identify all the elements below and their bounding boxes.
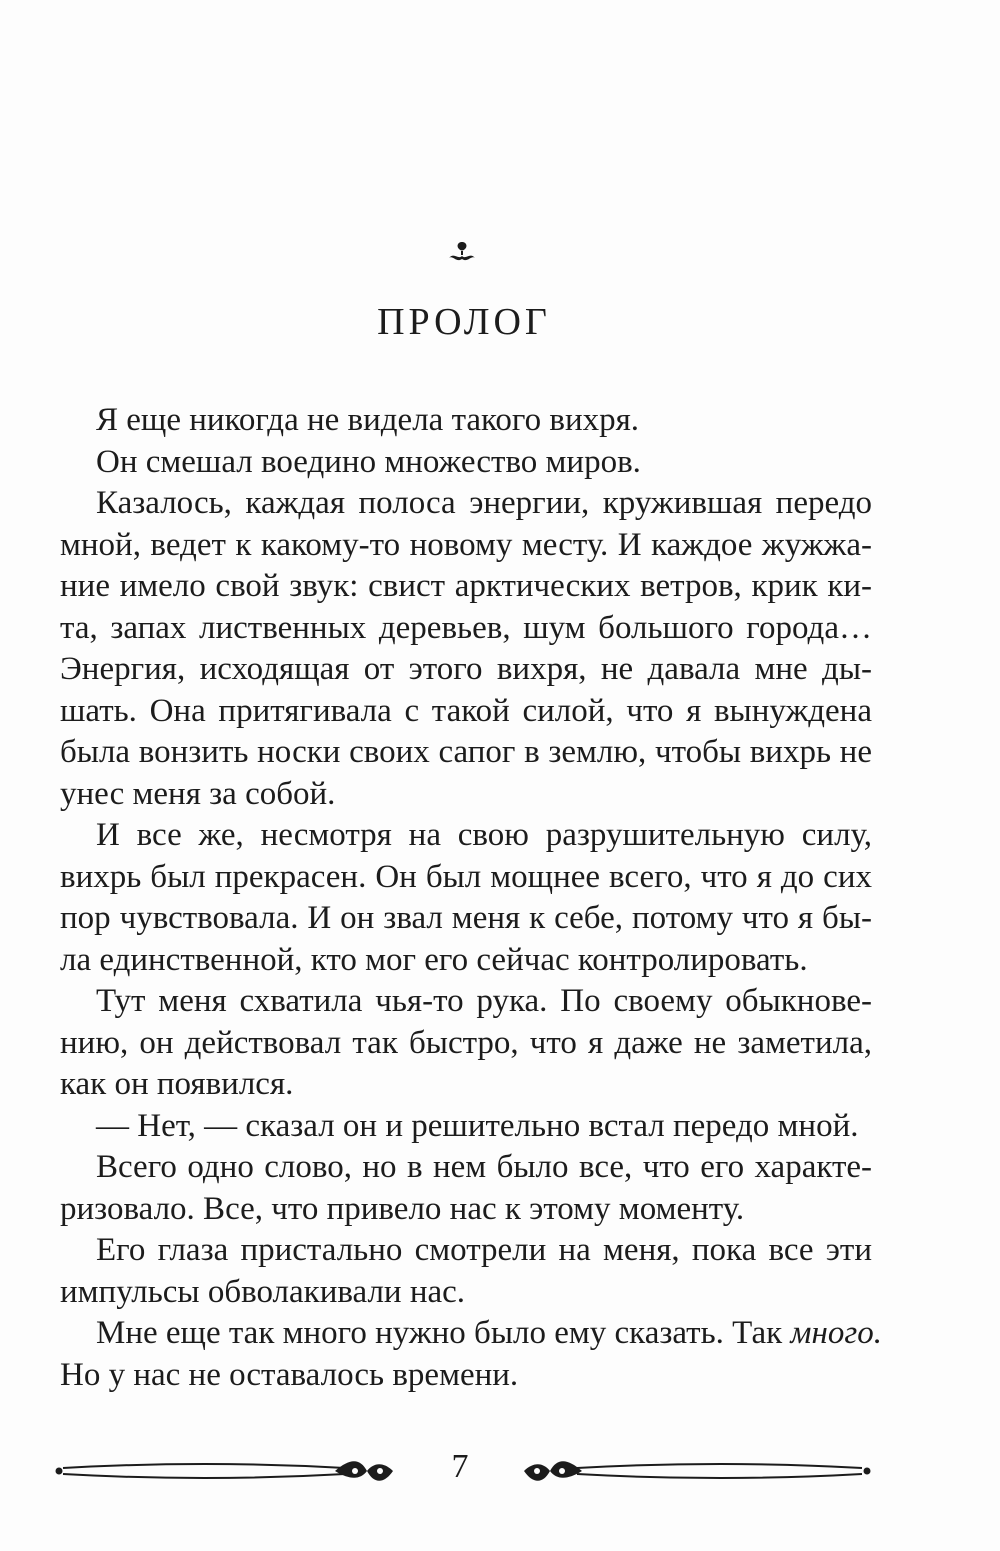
paragraph-8 <box>60 1230 872 1313</box>
text-line: импульсы обволакивали нас. <box>60 1273 466 1310</box>
text-line: Энергия, исходящая от этого вихря, не давала мне ды- <box>60 651 872 687</box>
text-line: унес меня за собой. <box>60 775 336 812</box>
page-number: 7 <box>451 1448 469 1485</box>
body-text <box>60 400 882 1396</box>
text-line: Казалось, каждая полоса энергии, кружившая передо <box>96 485 872 521</box>
text-line: вихрь был прекрасен. Он был мощнее всего, что я до сих <box>60 858 872 895</box>
text-line: Но у нас не оставалось времени. <box>60 1356 519 1393</box>
page-footer <box>0 1448 928 1498</box>
text-line: — Нет, — сказал он и решительно встал передо мной. <box>96 1107 859 1144</box>
chapter-title: ПРОЛОГ <box>377 301 551 343</box>
text-line: как он появился. <box>60 1066 294 1102</box>
text-line: нию, он действовал так быстро, что я даже не заметила, <box>60 1024 872 1061</box>
text-line: была вонзить носки своих сапог в землю, чтобы вихрь не <box>60 734 872 770</box>
text-line: ние имело свой звук: свист арктических ветров, крик ки- <box>60 568 872 604</box>
text-line: шать. Она притягивала с такой силой, что я вынуждена <box>60 692 872 729</box>
text-line <box>60 1313 882 1355</box>
text-line: ризовало. Все, что привело нас к этому моменту. <box>60 1190 745 1227</box>
footer-flourish-right-icon <box>522 1452 872 1488</box>
paragraph-7 <box>60 1147 872 1230</box>
fleuron-icon <box>446 238 478 266</box>
paragraph-5 <box>60 981 872 1106</box>
text-line: И все же, несмотря на свою разрушительную силу, <box>96 817 872 853</box>
text-line: Тут меня схватила чья-то рука. По своему обыкнове- <box>96 983 872 1019</box>
italic-emphasis: много. <box>790 1315 882 1351</box>
text-line: Он смешал воедино множество миров. <box>96 443 641 480</box>
text-line: ла единственной, кто мог его сейчас контролировать. <box>60 941 808 978</box>
paragraph-3 <box>60 483 872 815</box>
paragraph-6 <box>60 1106 872 1148</box>
paragraph-4 <box>60 815 872 981</box>
footer-flourish-left-icon <box>55 1452 395 1488</box>
text-line: та, запах лиственных деревьев, шум большого города… <box>60 609 872 646</box>
text-line: Его глаза пристально смотрели на меня, пока все эти <box>96 1232 872 1268</box>
paragraph-1 <box>60 400 872 442</box>
text-line: Я еще никогда не видела такого вихря. <box>96 402 640 438</box>
paragraph-9 <box>60 1313 882 1396</box>
text-fragment: Мне еще так много нужно было ему сказать. Так <box>96 1315 791 1351</box>
text-line: пор чувствовала. И он звал меня к себе, потому что я бы- <box>60 900 872 936</box>
text-line: мной, ведет к какому-то новому месту. И каждое жужжа- <box>60 526 872 563</box>
paragraph-2 <box>60 442 872 484</box>
text-line: Всего одно слово, но в нем было все, что его характе- <box>96 1149 872 1185</box>
